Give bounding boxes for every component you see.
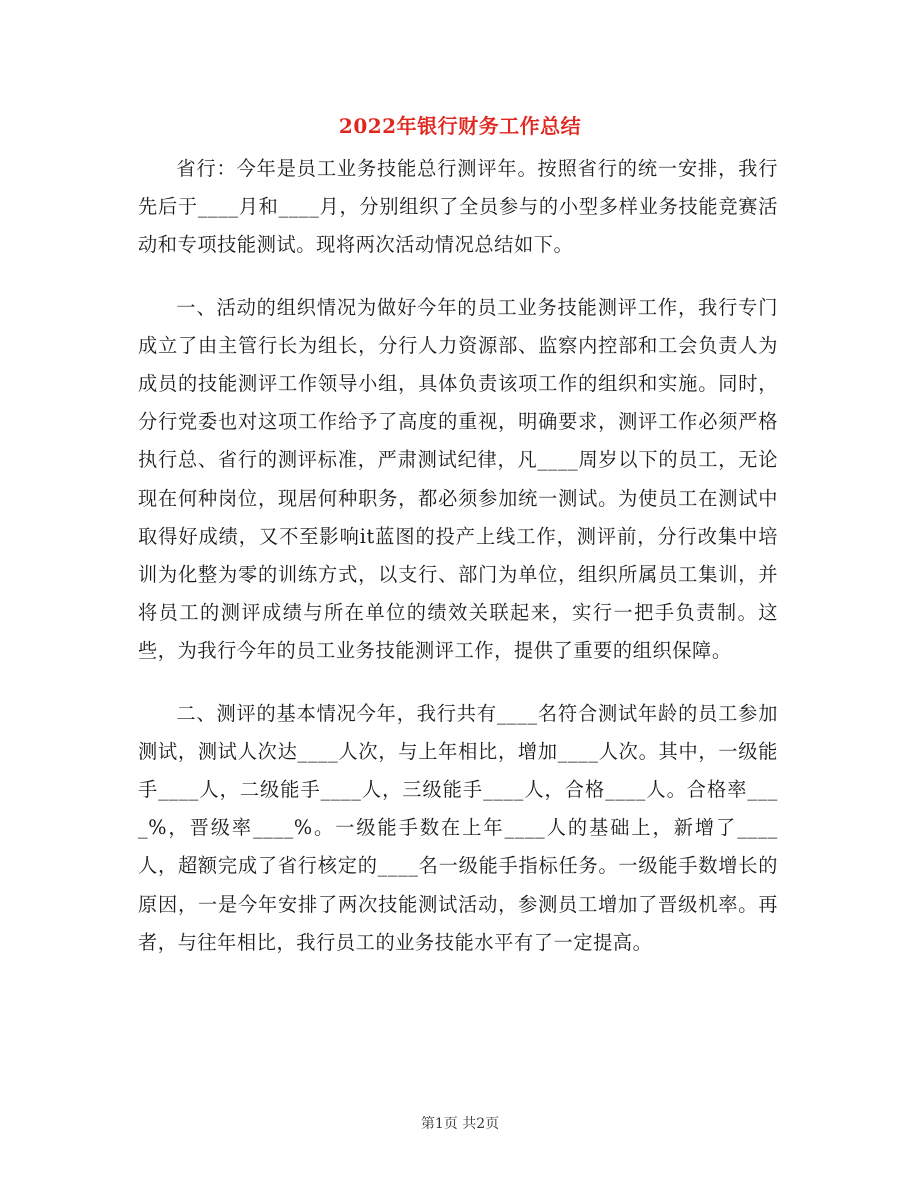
paragraph-basic-situation: 二、测评的基本情况今年，我行共有____名符合测试年龄的员工参加测试，测试人次达____人次，与上年相比，增加____人次。其中，一级能手____人，二级能手____人，三级能手____人，合格____人。合格率____%，晋级率____%。一级能手数在上年____人的基础上，新增了____人，超额完成了省行核定的____名一级能手指标任务。一级能手数增长的原因，一是今年安排了两次技能测试活动，参测员工增加了晋级机率。再者，与往年相比，我行员工的业务技能水平有了一定提高。 (138, 701, 778, 954)
paragraph-intro: 省行：今年是员工业务技能总行测评年。按照省行的统一安排，我行先后于____月和____月，分别组织了全员参与的小型多样业务技能竞赛活动和专项技能测试。现将两次活动情况总结如下。 (138, 157, 778, 257)
paragraph-organization: 一、活动的组织情况为做好今年的员工业务技能测评工作，我行专门成立了由主管行长为组长，分行人力资源部、监察内控部和工会负责人为成员的技能测评工作领导小组，具体负责该项工作的组织和实施。同时，分行党委也对这项工作给予了高度的重视，明确要求，测评工作必须严格执行总、省行的测评标准，严肃测试纪律，凡____周岁以下的员工，无论现在何种岗位，现居何种职务，都必须参加统一测试。为使员工在测试中取得好成绩，又不至影响it蓝图的投产上线工作，测评前，分行改集中培训为化整为零的训练方式，以支行、部门为单位，组织所属员工集训，并将员工的测评成绩与所在单位的绩效关联起来，实行一把手负责制。这些，为我行今年的员工业务技能测评工作，提供了重要的组织保障。 (138, 295, 778, 663)
document-title: 2022年银行财务工作总结 (338, 114, 582, 138)
document-body (138, 150, 778, 986)
page-number: 第1页 共2页 (420, 1116, 500, 1132)
